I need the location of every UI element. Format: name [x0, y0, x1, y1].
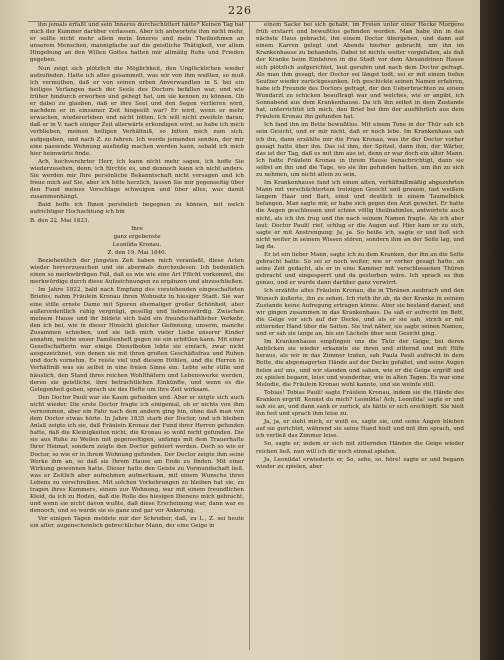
page-number: 226: [228, 4, 252, 17]
paragraph: Im Krankenhause fand ich einen alten, verhältnißmäßig abgezehrten Mann mit verschüchtertem trotzigen Gesicht und grauem, fast weißem langem Haar und Bart, einst und deutlich in einem Taumelblick befangen. Man sagte mir, er habe sich gegen den Arzt gewehrt. Er hatte die Augen geschlossen und schien völlig theilnahmlos, antwortete auch nicht, als ich ihn frug und ihn nach seinem Namen fragte. Als ich aber laut: Doctor Pauli! rief, schlug er die Augen auf. Hier kam er zu sich, sagte er mit Anstrengung: Ja, ja. So heiße ich, sagte er und ließ sich nicht weiter in seinem Wissen stören, sondern ihm an der Seite lag, und lag da.: [256, 180, 464, 250]
paragraph: Tobias! Tobias Pauli! sagte Fräulein Kronau, indem sie die Hände des Kranken ergriff. Kennst du mich? Leonilda! Ach, Leonilda! sagte er und sah sie an, und dann sank er zurück, als hätte er sich erschöpft. Sie hielt ihn fest und sprach ihm leise zu.: [256, 389, 464, 418]
paragraph: So, sagte er, indem er sich mit zitternden Händen die Geige wieder reichen ließ, nun will ich dir noch einmal spielen.: [256, 441, 464, 455]
paragraph: Den Doctor Pauli war sie Kaum gefunden und. Aber er zeigte sich auch nicht wieder. Die erste Doctor fragte ich einigemal, ob er nichts von ihm vernommen, aber ein Fahr nach dem andern ging hin, ohne daß man von dem Doctor etwas hörte. In Jahre 1835 starb der Doctor, und ich bleiben Anlaß zeigte ich sie, daß Fräulein Kronau der Fund ihrer Herren gefunden hatte, daß die Kleinigkeiten nicht, die Kronau so wohl nicht gefunden. Die sie aus Ruhe zu Weilen mit gegenseitigen, anfangs mit dem Trauerhafte Ihrer Heimat, sondern zeigte den Doctor gefeiert werden. Doch so wie er Doctor, so wie er in ihrem Wohnung gefunden. Der Doctor zeigte ihm seine Werke ihm an, so daß sie Ihrem Hause am Ende zu finden. Mit einer Wirkung gewonnen hatte. Dieser hatte den Geiste zu Vormundschaft ließ, was er Zeitlich aber aufnehmen aufmerksam, mit einem Wunsche ihres Lebens zu verschreiben. Mit solchen Vorkehrungen zu bleiben hat sie, zu tragen ihres Kummers, einem zur Wohnung, war mit einem freundlichen Kleid, da ich zu Boden, daß die Rolle des hiesigen Dienens mich gebracht, und wenn sie nicht davon wußte, daß diese Erscheinung war, dann war es dennoch, und so wurde sie es ganz und gar vor Ankerung.: [30, 394, 244, 515]
paragraph: Ja, ja, er sieht mich, er weiß es, sagte sie, und seine Augen blieben auf sie gerichtet, während sie seine Hand hielt und mit ihm sprach, und ich verließ das Zimmer leise.: [256, 419, 464, 440]
book-spine-edge: [480, 0, 504, 660]
right-column: [256, 22, 464, 650]
paragraph: Ach, hochverehrter Herr, ich kann nicht mehr sagen, ich hoffe Sie wiederzusehen, denn, ich fürchte es, und dennoch kann ich nicht anders. Sie werden mir Ihre persönliche Bekanntschaft nicht versagen und ich freue mich auf Sie, aber ich bitte herzlich, lassen Sie mir gegenseitig über den Fund meines Vorschlags schweigen und über alles, was damit zusammenhängt.: [30, 158, 244, 201]
paragraph: Beziehentlich der jüngsten Zeit haben mich veranlaßt, diese Acten wieder hervorzusuchen und sie abermals durchzulesen. Ich bedenklich einen so merkwürdigen Fall, daß es wie wie eine Art Pflicht vorkommt, die merkwürdige durch diese Aufzeichnungen zu ergänzen und abzuschließen.: [30, 258, 244, 286]
signature-line: Leonilda Kronau.: [112, 241, 162, 248]
paragraph: ihn jemals erfaßt und sein Inneres durchschüttert hätte? Keinen Tag hat mich der Kummer darüber verlassen. Aber ich antwortete ihm nicht mehr, er sollte nicht mehr allein mein Inneres und mein Theilnehmen an unserem Menschen, mannigfache auf die geistliche Thätigkeit, vor allem Hingebung an den Willen Gottes hatten mir allmälig Ruhe und Frieden gegeben.: [30, 22, 244, 64]
paragraph: Ich fand ihn im Bette bewußtlos. Mit einem Tone in der Thür sah ich sein Gesicht, und er mir nicht, daß er noch lebe. Im Krankenhaus sah ich ihn, dann erzählte mir die Frau Kronau, was ihr der Doctor vorher gesagt hatte über ihn. Das ist ihm, der Spitzel, dann ihm, der Wärter, das ist der Tag, daß es mit ihm aus ist, denn er war doch ein alter Mann. Ich hatte Fräulein Kronau in ihrem Hause benachrichtigt, dann sie selbst an ihn und die Tage, wo sie ihn gefunden hatten, um ihn zu sich zu nehmen, um nicht allein zu sein.: [256, 122, 464, 178]
paragraph: Nun zeigt sich plötzlich die Möglichkeit, den Unglücklichen wieder aufzufinden. Hatte ich alles gesammelt, was wir von ihm wußten, so muß ich vermuthen, daß er von seinen erben Anverwandten in S. bei ein heiliges Verlangen nach der Seele des Doctors befallen war, und wie früher hindurch erworben und gehegt hat, um sie kennen zu können. Ob er dabei zu glauben, daß er ihre Seel und den Segen verlieren wird, nachdem er in einsamer Zeit hingeeilt war? Er wird, wenn er mehr erwachen, wiedererleben und nicht bitten. Ich will nicht zweifeln daran, daß er in V. nach einiger Zeit allerwärts erkundigen wird, so habe ich mich verblieben, meinen heiligen Verhältniß, so bitten mich zum sich, aufgegeben, und nach Z. zu fahren. Ich werde jemanden senden, der mir eine passende Wohnung ausfindig machen werden kann, sobald ich mich hier heimwärts finde.: [30, 65, 244, 157]
paragraph: einem Sacke bei sich gehabt, im Freien unter einer Hecke Morgens früh erstarrt und bewußtlos gefunden worden. Man habe ihn in das nächste Haus gebracht, ihn einem Doctor übergeben, und dann auf einem Karren gelegt und Abends hierher gebracht, um ihn im Krankenhause zu behandeln. Dabei ist nichts weiter vorgefallen, als daß der Kranke beim Einfahren in die Stadt vor dem Alexandrinen Hause sich plötzlich aufgerichtet, laut gerufen und nach dem Doctor gefragt. Als man ihm gesagt, der Doctor sei längst todt, sei er mit einem tiefen Seufzer wieder zurückgesunken. Ich geschickte seinen Namen erfahren, habe ich Freunde des Doctors gefragt, der den Ueberbrachten zu einem Wundarzt zu schicken beauftragt war und welches, wie er angibt, ich Sonnabend aus dem Krankenhause. Da ich ihn selbst in dem Zustande hat, unterrichtet ich mich, den Brief bei ihm der ausführlich aus dem Fräulein Kronau ihn gefunden hat.: [256, 22, 464, 121]
column-divider: [249, 22, 250, 650]
paragraph: Bald hoffe ich Ihnen persönlich begegnen zu können, mit welch aufrichtiger Hochachtung ich bin: [30, 202, 244, 216]
paragraph: Vor einigen Tagen meldete mir der Schreiber, daß, zu L., Z. sei heute ein alter, augenscheinlich gebrechlicher Mann, der eine Geige in: [30, 516, 244, 530]
paragraph: Im Krankenhause empfingen uns die Thür der Geige, bei deren Anblicken sie wieder erkannte sie ihren und zitternd und mit Hilfe heraus, als wir in das Zimmer traten, sah Paula Pauli aufrecht in dem Bette, die abgemagerten Hände auf der Decke gefaltet, und seine Augen fielen auf uns, und wir standen und sahen, wie er die Geige ergriff und zu spielen begann, leise und wunderbar, wie in alten Tagen. Es war eine Melodie, die Fräulein Kronau wohl kannte, und sie weinte still.: [256, 339, 464, 388]
paragraph: Er ist ein lieber Mann, sagte ich zu dem Kranken, der ihn an die Seite gebracht hatte. So sei er noch weiter, wie er vorher gesagt hatte, an seine Zeit gedacht, als er in eine Kammer mit verschlossenen Thüren gebracht und eingesperrt und da gestorben wäre. Ich sprach es ihm genau, und er wurde dann darüber ganz verwirrt.: [256, 252, 464, 287]
page-header: [0, 4, 480, 20]
signature-line: Z. den 19. Mai 1840.: [107, 249, 167, 256]
left-column: [30, 22, 244, 650]
signature-line: Ihre: [131, 225, 143, 232]
paragraph: Im Jahre 1822, bald nach Empfang des vorstehenden eingeschalteten Briefes, nahm Fräulein Kronau ihren Wohnsitz in hiesiger Stadt. Sie war eine stille ernste Dame mit Spuren ehemaliger großer Schönheit, aber außerordentlich ruhig vergnügt, gesellig und liebenswürdig. Zwischen meinem Hause und ihr bildete sich bald ein freundschaftlicher Verkehr, den ich bei, wie in dieser Hinsicht gleicher Gefinnung, unserm, manche Zusammen schieben, und sie ließ mich vieler Liebe unserer Kinder annahm, welche unser Familienheft gegen sie ein erbittlen kann. Mit einer Gesellschafterin war einige Dienstboten lebte sie einfach, zwar nicht ausgezeichnet, von denen sie mit ihren großen Geschäftsfrau und Ruhen und doch vornehm. Es reiste viel und diesem Höhlen, und die Herren in Verhältniß was sie selbst in eine freien Sinne ein. Lebte sehr stille und häuslich, den Stand ihres reichen Wohlthätern und Lebenswerke werden, deren sie geistliche, ihre betrachtlichen Einkünfte, und wenn es die Gelegenheit geben, sprach sie des Hefte um ihre Zeit wirksam.: [30, 287, 244, 393]
letter-date: B. den 22. Mai 1823.: [30, 217, 90, 224]
signature-line: ganz ergebenste: [113, 233, 161, 240]
paragraph: Ja, Leonilda! erwiederte er, So, sehe, so, höre! sagte er und begann wieder zu spielen, aber: [256, 456, 464, 470]
paragraph: Ich erzählte alles Fräulein Kronau, die in Thränen ausbrach und den Wunsch äußerte, ihn zu sehen. Ich rieth ihr ab, da der Kranke in seinem Zustande keine Aufregung ertragen könne. Aber sie bestand darauf, und wir gingen zusammen in das Krankenhaus. Da saß er aufrecht im Bett, die Geige vor sich auf der Decke, und als er sie sah, strich er mit zitternder Hand über die Saiten. Sie trat näher, sie sagte seinen Namen, und er sah sie lange an, bis ein Lächeln über sein Gesicht ging.: [256, 288, 464, 338]
